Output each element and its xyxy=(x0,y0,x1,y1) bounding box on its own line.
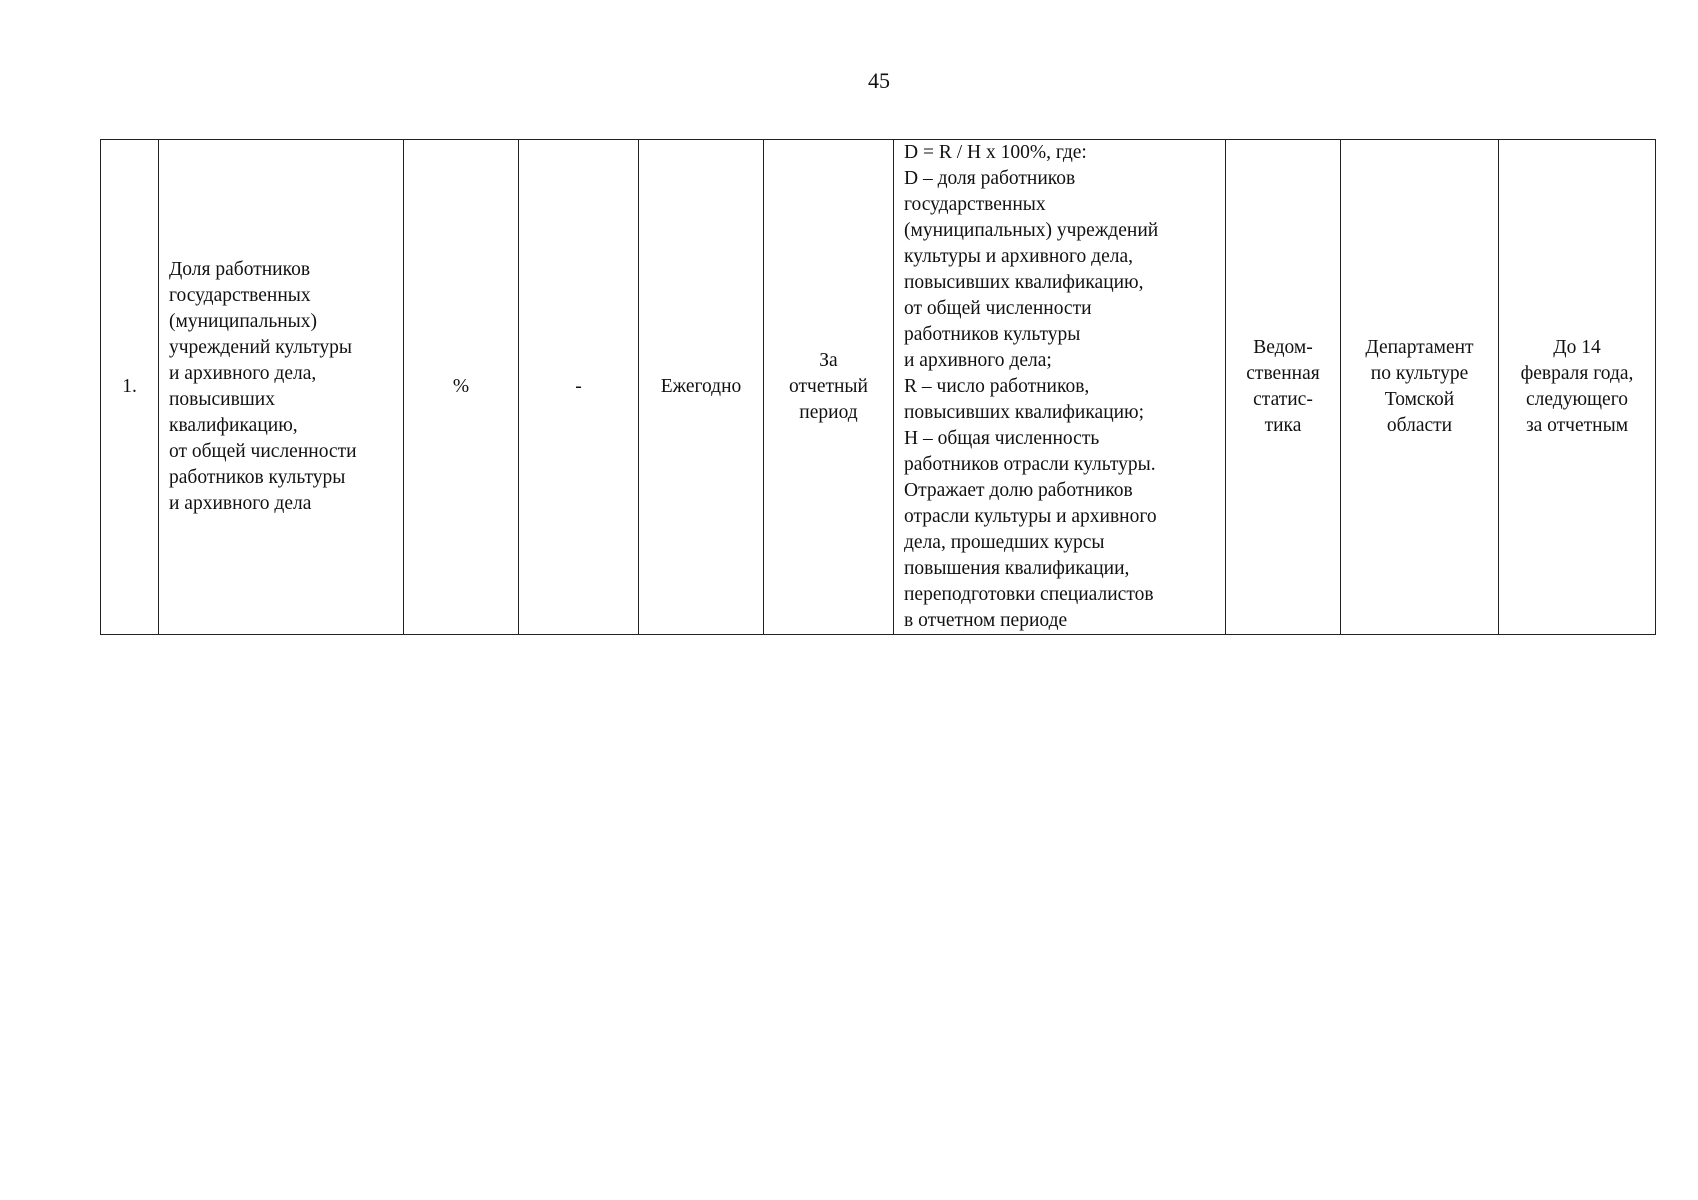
unit-cell: % xyxy=(404,140,519,635)
indicator-table xyxy=(100,139,1656,635)
row-number-cell: 1. xyxy=(101,140,159,635)
indicator-name-cell: Доля работников государственных (муниципальных) учреждений культуры и архивного дела, повысивших квалификацию, от общей численности работников культуры и архивного дела xyxy=(159,140,404,635)
data-source-cell: Ведом- ственная статис- тика xyxy=(1226,140,1341,635)
deadline-cell: До 14 февраля года, следующего за отчетным xyxy=(1499,140,1656,635)
base-value-cell: - xyxy=(519,140,639,635)
calculation-method-cell: D = R / H x 100%, где: D – доля работников государственных (муниципальных) учреждений культуры и архивного дела, повысивших квалификацию, от общей численности работников культуры и архивного дела; R – число работников, повысивших квалификацию; H – общая численность работников отрасли культуры. Отражает долю работников отрасли культуры и архивного дела, прошедших курсы повышения квалификации, переподготовки специалистов в отчетном периоде xyxy=(894,140,1226,635)
page-number: 45 xyxy=(868,68,890,93)
period-cell: За отчетный период xyxy=(764,140,894,635)
responsible-cell: Департамент по культуре Томской области xyxy=(1341,140,1499,635)
frequency-cell: Ежегодно xyxy=(639,140,764,635)
table-row xyxy=(101,140,1656,635)
